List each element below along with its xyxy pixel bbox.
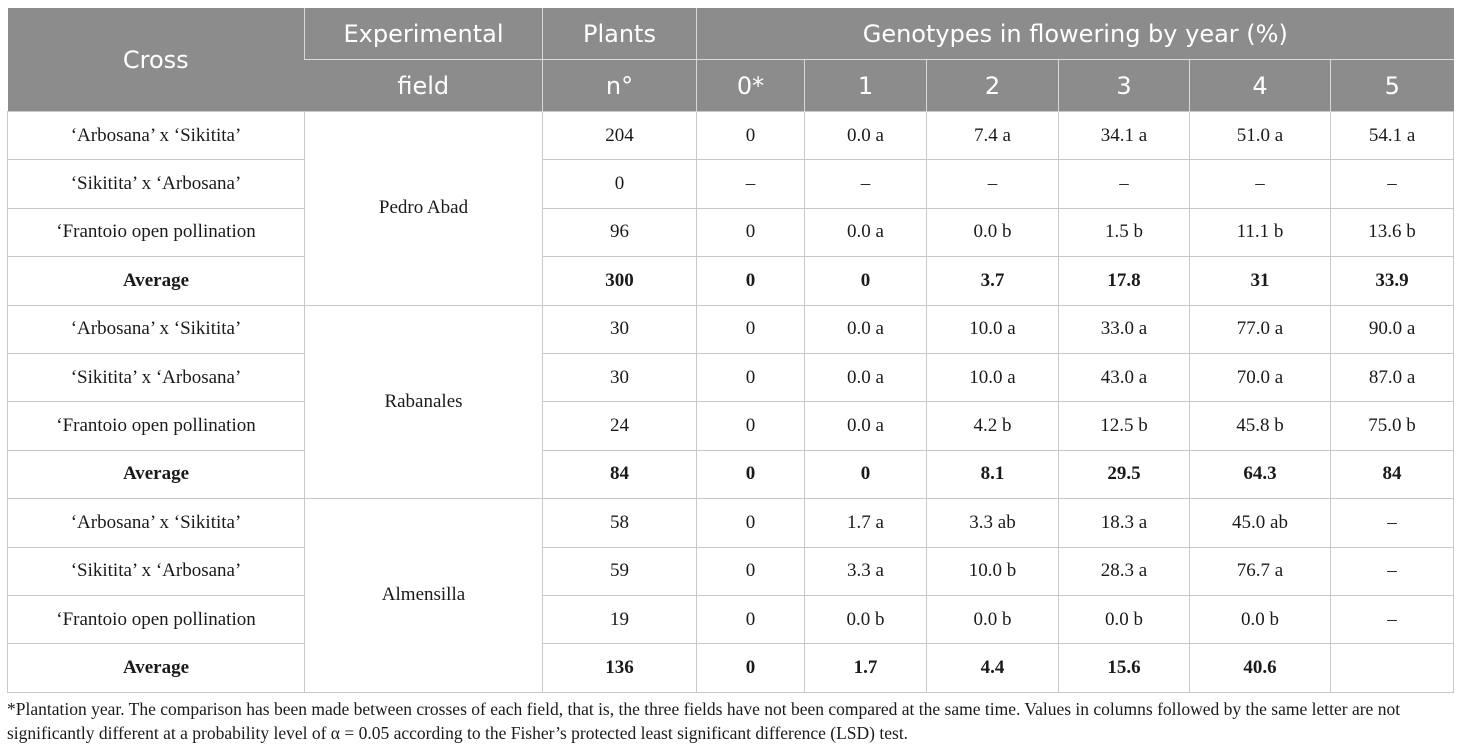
table-row [8,112,1454,160]
cell-cross: Average [8,644,305,692]
cell-plants: 136 [543,644,697,692]
cell-year: 0 [697,112,805,160]
cell-year: 33.0 a [1059,305,1190,353]
cell-plants: 84 [543,450,697,498]
cell-plants: 58 [543,499,697,547]
cell-year: 3.3 ab [927,499,1059,547]
cell-cross: Average [8,450,305,498]
cell-year: 64.3 [1190,450,1331,498]
cell-field: Rabanales [305,305,543,499]
cell-cross: ‘Frantoio open pollination [8,208,305,256]
cell-cross: ‘Sikitita’ x ‘Arbosana’ [8,547,305,595]
cell-year: – [1059,160,1190,208]
header-plants-bottom: n° [543,60,697,112]
cell-year: 17.8 [1059,257,1190,305]
table-row [8,160,1454,208]
header-year: 3 [1059,60,1190,112]
cell-year: 31 [1190,257,1331,305]
cell-plants: 30 [543,353,697,401]
table-row [8,208,1454,256]
cell-year: 87.0 a [1331,353,1454,401]
table-header [8,8,1454,112]
cell-year: 1.7 a [805,499,927,547]
header-year: 2 [927,60,1059,112]
average-row [8,450,1454,498]
cell-cross: ‘Frantoio open pollination [8,595,305,643]
cell-year: 0 [697,595,805,643]
cell-plants: 204 [543,112,697,160]
cell-year: 0.0 b [1190,595,1331,643]
cell-year: 28.3 a [1059,547,1190,595]
cell-plants: 300 [543,257,697,305]
cell-plants: 0 [543,160,697,208]
cell-cross: ‘Arbosana’ x ‘Sikitita’ [8,112,305,160]
cell-year: – [1331,499,1454,547]
cell-year: 4.4 [927,644,1059,692]
cell-year: 40.6 [1190,644,1331,692]
cell-year: 0 [805,257,927,305]
cell-year: 0 [697,257,805,305]
cell-year: 10.0 b [927,547,1059,595]
cell-year: 0.0 a [805,112,927,160]
cell-year: – [1331,547,1454,595]
header-year: 1 [805,60,927,112]
cell-year: 10.0 a [927,353,1059,401]
cell-year: 84 [1331,450,1454,498]
cell-year: 0 [697,450,805,498]
cell-year: 4.2 b [927,402,1059,450]
cell-year: 7.4 a [927,112,1059,160]
cell-year: 1.5 b [1059,208,1190,256]
cell-year: 15.6 [1059,644,1190,692]
cell-year: 11.1 b [1190,208,1331,256]
header-year: 0* [697,60,805,112]
cell-year: 18.3 a [1059,499,1190,547]
cell-year: – [927,160,1059,208]
cell-plants: 59 [543,547,697,595]
cell-year: 90.0 a [1331,305,1454,353]
cell-year: 10.0 a [927,305,1059,353]
cell-year: 34.1 a [1059,112,1190,160]
header-plants-top: Plants [543,8,697,60]
cell-cross: ‘Sikitita’ x ‘Arbosana’ [8,160,305,208]
cell-year: 13.6 b [1331,208,1454,256]
header-genotypes-group: Genotypes in flowering by year (%) [697,8,1454,60]
cell-year: 45.8 b [1190,402,1331,450]
table-body [8,112,1454,693]
table-footnote: *Plantation year. The comparison has been made between crosses of each field, that is, the three fields have not been compared at the same time. Values in columns followed by the same letter are not significantly different at a probability level of α = 0.05 according to the Fisher’s protected least significant difference (LSD) test. [7,699,1401,743]
cell-year: 0.0 a [805,305,927,353]
cell-year: – [1190,160,1331,208]
cell-year: 8.1 [927,450,1059,498]
table-row [8,402,1454,450]
cell-year: 0 [805,450,927,498]
cell-cross: Average [8,257,305,305]
cell-year: 0 [697,353,805,401]
cell-year: 0 [697,499,805,547]
cell-plants: 24 [543,402,697,450]
cell-plants: 19 [543,595,697,643]
cell-year: 0.0 a [805,402,927,450]
cell-year: 0.0 b [927,208,1059,256]
cell-year: – [1331,595,1454,643]
cell-cross: ‘Sikitita’ x ‘Arbosana’ [8,353,305,401]
cell-year: 0 [697,644,805,692]
cell-year: 33.9 [1331,257,1454,305]
cell-year: – [805,160,927,208]
table-row [8,305,1454,353]
average-row [8,257,1454,305]
average-row [8,644,1454,692]
cell-year: 29.5 [1059,450,1190,498]
cell-year: 54.1 a [1331,112,1454,160]
cell-plants: 30 [543,305,697,353]
cell-plants: 96 [543,208,697,256]
cell-cross: ‘Arbosana’ x ‘Sikitita’ [8,499,305,547]
table-row [8,353,1454,401]
cell-year: 0 [697,547,805,595]
cell-year: – [697,160,805,208]
cell-year: 70.0 a [1190,353,1331,401]
cell-year: 3.7 [927,257,1059,305]
cell-year: 45.0 ab [1190,499,1331,547]
cell-year: 0.0 b [805,595,927,643]
cell-year: 0.0 a [805,208,927,256]
cell-year: 77.0 a [1190,305,1331,353]
cell-year: 75.0 b [1331,402,1454,450]
cell-cross: ‘Arbosana’ x ‘Sikitita’ [8,305,305,353]
header-year: 5 [1331,60,1454,112]
header-cross: Cross [8,8,305,112]
header-field-bottom: field [305,60,543,112]
table-row [8,547,1454,595]
cell-year: 43.0 a [1059,353,1190,401]
cell-year: – [1331,160,1454,208]
header-field-top: Experimental [305,8,543,60]
cell-year: 3.3 a [805,547,927,595]
cell-year: 0 [697,305,805,353]
cell-year: 1.7 [805,644,927,692]
cell-year: 12.5 b [1059,402,1190,450]
table-container [7,8,1453,693]
cell-cross: ‘Frantoio open pollination [8,402,305,450]
table-row [8,499,1454,547]
cell-year: 51.0 a [1190,112,1331,160]
cell-year: 0.0 b [927,595,1059,643]
table-row [8,595,1454,643]
cell-year: 76.7 a [1190,547,1331,595]
flowering-table [7,8,1454,693]
header-year: 4 [1190,60,1331,112]
cell-year: 0 [697,208,805,256]
cell-field: Pedro Abad [305,112,543,306]
cell-field: Almensilla [305,499,543,693]
cell-year [1331,644,1454,692]
cell-year: 0.0 b [1059,595,1190,643]
cell-year: 0.0 a [805,353,927,401]
cell-year: 0 [697,402,805,450]
